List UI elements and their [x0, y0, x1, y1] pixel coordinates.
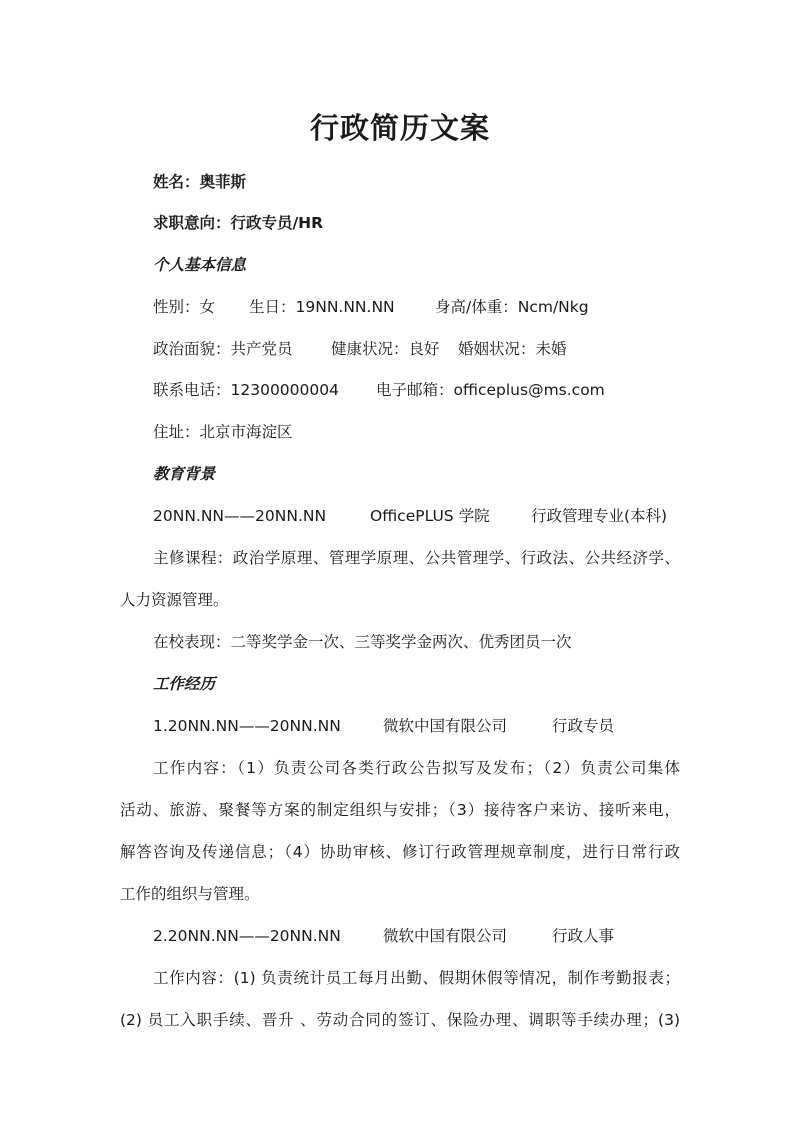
gender-field: 性别：女	[153, 298, 216, 316]
work-2-company: 微软中国有限公司	[383, 927, 508, 945]
section-heading-work: 工作经历	[153, 675, 216, 693]
address-field: 住址：北京市海淀区	[153, 423, 293, 441]
work-1-company: 微软中国有限公司	[383, 717, 508, 735]
work-2-desc-line-2: (2) 员工入职手续、晋升 、劳动合同的签订、保险办理、调职等手续办理；(3)	[120, 1011, 680, 1029]
work-2-desc-line-1: 工作内容：(1) 负责统计员工每月出勤、假期休假等情况，制作考勤报表；	[153, 969, 680, 987]
phone-field: 联系电话：12300000004	[153, 381, 339, 399]
work-1-desc-line-3: 解答咨询及传递信息；（4）协助审核、修订行政管理规章制度，进行日常行政	[120, 843, 680, 861]
birthday-field: 生日：19NN.NN.NN	[249, 298, 395, 316]
work-2-role: 行政人事	[552, 927, 615, 945]
education-school: OfficePLUS 学院	[370, 507, 490, 525]
education-period: 20NN.NN——20NN.NN	[153, 507, 327, 525]
courses-line-2: 人力资源管理。	[120, 591, 229, 609]
marital-field: 婚姻状况：未婚	[458, 340, 567, 358]
page-title: 行政简历文案	[309, 111, 490, 145]
school-performance: 在校表现：二等奖学金一次、三等奖学金两次、优秀团员一次	[153, 633, 572, 651]
work-1-period: 1.20NN.NN——20NN.NN	[153, 717, 341, 735]
section-heading-education: 教育背景	[153, 465, 216, 483]
education-major: 行政管理专业(本科)	[531, 507, 668, 525]
work-1-desc-line-1: 工作内容：（1）负责公司各类行政公告拟写及发布；（2）负责公司集体	[153, 759, 680, 777]
height-weight-field: 身高/体重：Ncm/Nkg	[435, 298, 589, 316]
politics-field: 政治面貌：共产党员	[153, 340, 293, 358]
name-line: 姓名：奥菲斯	[153, 173, 247, 191]
section-heading-basic-info: 个人基本信息	[153, 256, 247, 274]
work-1-desc-line-2: 活动、旅游、聚餐等方案的制定组织与安排；（3）接待客户来访、接听来电，	[120, 801, 680, 819]
work-2-period: 2.20NN.NN——20NN.NN	[153, 927, 341, 945]
health-field: 健康状况：良好	[331, 340, 440, 358]
courses-line-1: 主修课程：政治学原理、管理学原理、公共管理学、行政法、公共经济学、	[153, 549, 680, 567]
work-1-desc-line-4: 工作的组织与管理。	[120, 885, 260, 903]
work-1-role: 行政专员	[552, 717, 615, 735]
objective-line: 求职意向：行政专员/HR	[153, 214, 324, 232]
email-field: 电子邮箱：officeplus@ms.com	[376, 381, 605, 399]
